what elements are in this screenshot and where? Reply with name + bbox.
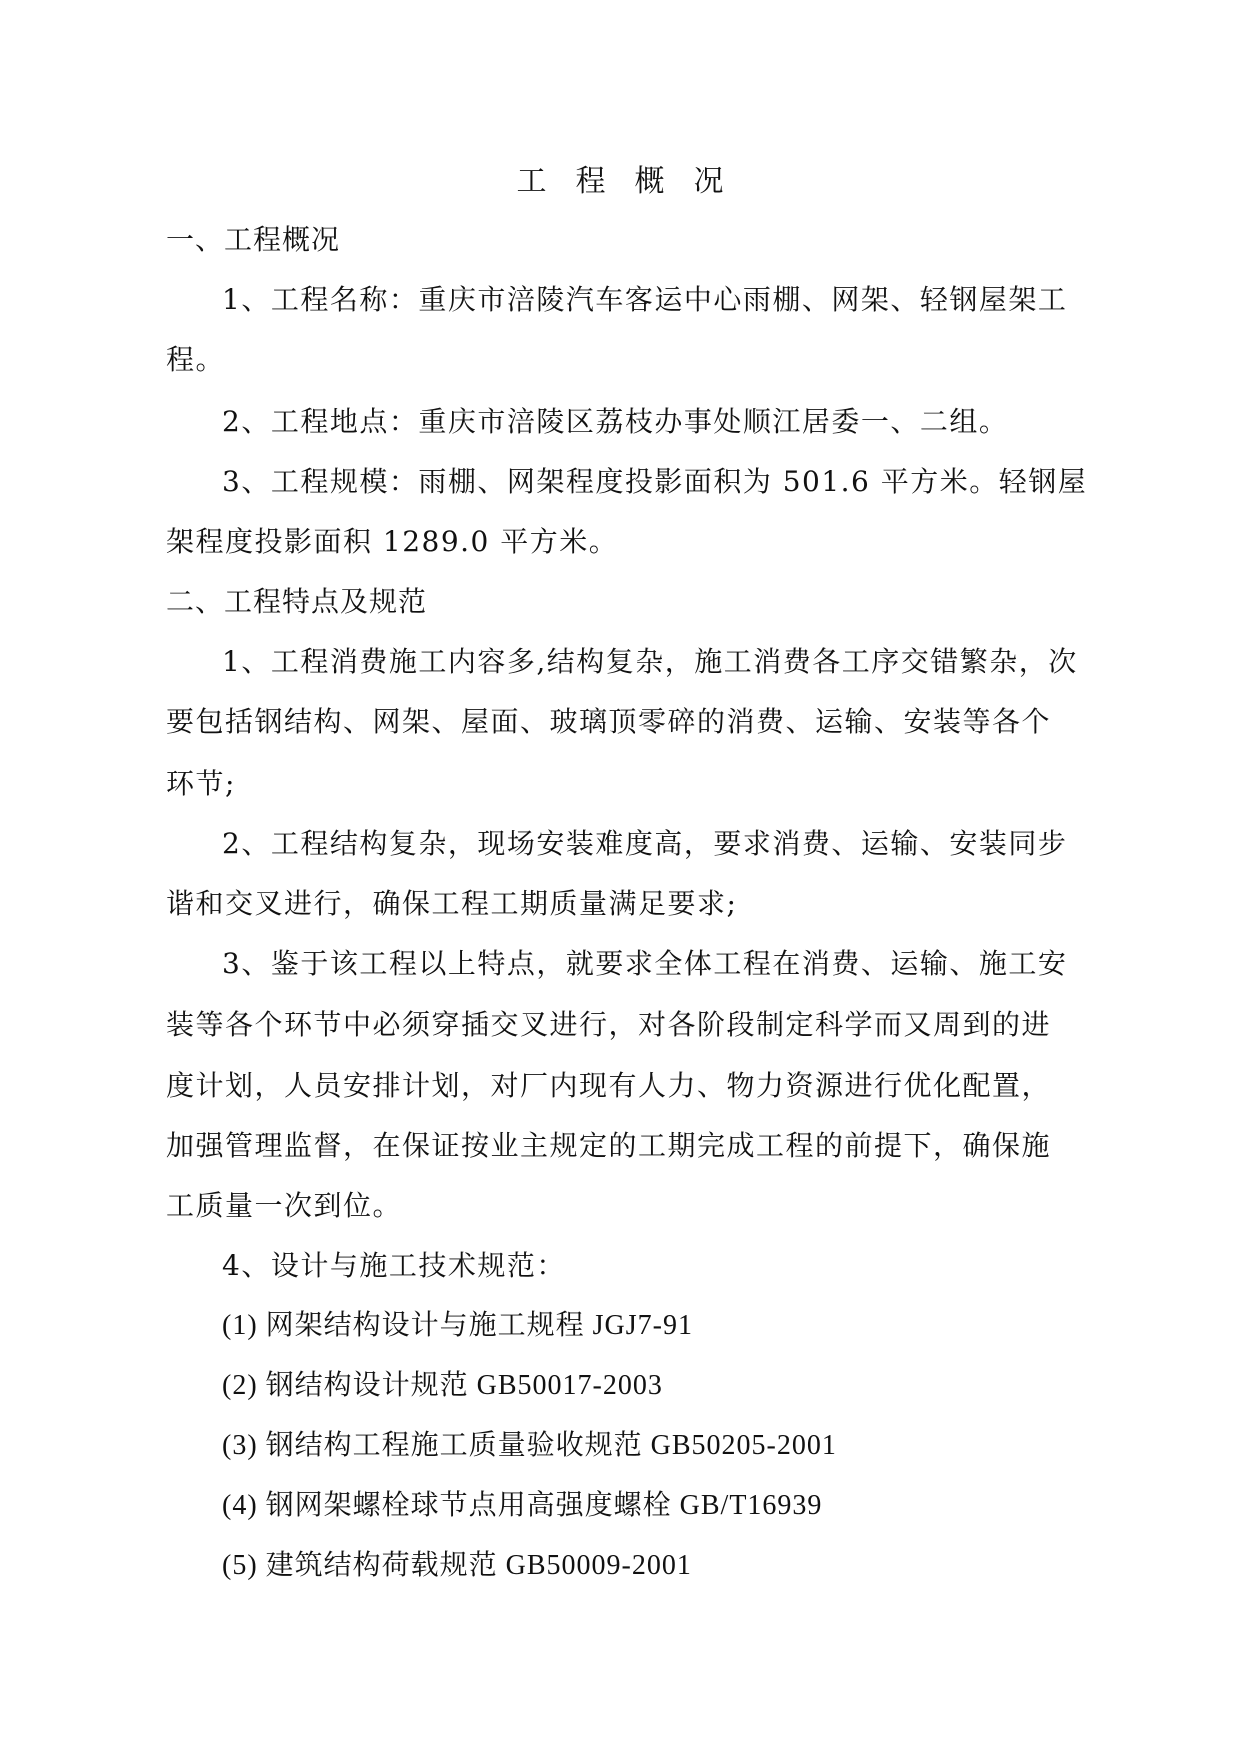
feature-2-line-2: 谐和交叉进行，确保工程工期质量满足要求;: [166, 887, 738, 920]
page-title: [0, 160, 1241, 204]
feature-3-line-5: 工质量一次到位。: [166, 1189, 403, 1222]
title-char: 况: [693, 164, 725, 199]
feature-3-line-2: 装等各个环节中必须穿插交叉进行，对各阶段制定科学而又周到的进: [166, 1008, 1052, 1041]
feature-3-line-4: 加强管理监督，在保证按业主规定的工期完成工程的前提下，确保施: [166, 1129, 1052, 1162]
title-char: 程: [575, 164, 607, 199]
project-name-line-1: 1、工程名称：重庆市涪陵汽车客运中心雨棚、网架、轻钢屋架工: [222, 283, 1068, 316]
title-char: 工: [516, 164, 548, 199]
feature-2-line-1: 2、工程结构复杂，现场安装难度高，要求消费、运输、安装同步: [222, 827, 1068, 860]
feature-1-line-3: 环节;: [166, 767, 236, 800]
standard-item: (3) 钢结构工程施工质量验收规范 GB50205-2001: [222, 1430, 837, 1461]
standard-item: (5) 建筑结构荷载规范 GB50009-2001: [222, 1550, 692, 1581]
standard-item: (2) 钢结构设计规范 GB50017-2003: [222, 1370, 663, 1401]
section-heading-overview: 一、工程概况: [166, 223, 341, 256]
project-name-line-2: 程。: [166, 343, 226, 376]
project-scale-line-1: 3、工程规模：雨棚、网架程度投影面积为 501.6 平方米。轻钢屋: [222, 465, 1088, 498]
project-location: 2、工程地点：重庆市涪陵区荔枝办事处顺江居委一、二组。: [222, 405, 1009, 438]
project-scale-line-2: 架程度投影面积 1289.0 平方米。: [166, 525, 619, 558]
feature-3-line-1: 3、鉴于该工程以上特点，就要求全体工程在消费、运输、施工安: [222, 947, 1068, 980]
feature-1-line-2: 要包括钢结构、网架、屋面、玻璃顶零碎的消费、运输、安装等各个: [166, 705, 1052, 738]
section-heading-features: 二、工程特点及规范: [166, 585, 428, 618]
standards-intro: 4、设计与施工技术规范：: [222, 1249, 566, 1282]
feature-1-line-1: 1、工程消费施工内容多,结构复杂，施工消费各工序交错繁杂，次: [222, 645, 1078, 678]
feature-3-line-3: 度计划，人员安排计划，对厂内现有人力、物力资源进行优化配置，: [166, 1069, 1052, 1102]
standard-item: (1) 网架结构设计与施工规程 JGJ7-91: [222, 1310, 693, 1341]
title-char: 概: [634, 164, 666, 199]
standard-item: (4) 钢网架螺栓球节点用高强度螺栓 GB/T16939: [222, 1490, 823, 1521]
